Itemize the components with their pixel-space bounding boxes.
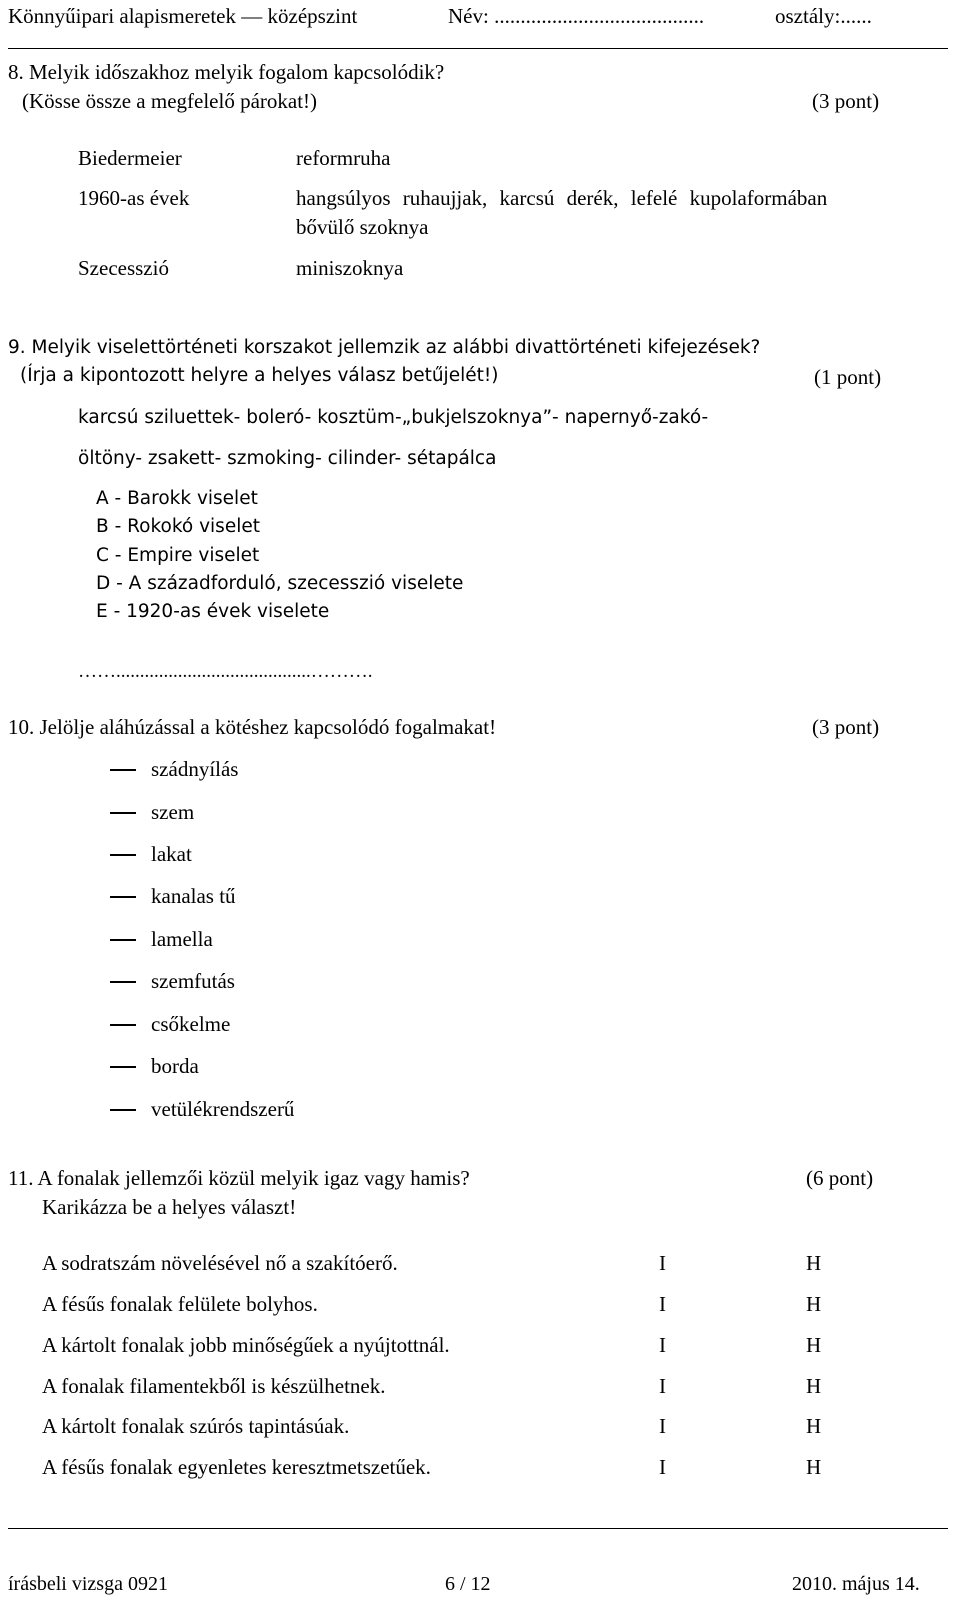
q9-option-e: E - 1920-as évek viselete <box>96 601 330 622</box>
header-rule <box>8 48 948 49</box>
q9-option-c: C - Empire viselet <box>96 545 260 566</box>
dash-bullet-icon <box>110 1024 136 1026</box>
q10-item[interactable]: kanalas tű <box>151 884 236 908</box>
q9-instruction: (Írja a kipontozott helyre a helyes válasz betűjelét!) <box>20 365 499 386</box>
q10-item[interactable]: vetülékrendszerű <box>151 1097 295 1121</box>
q10-item[interactable]: lamella <box>151 927 213 951</box>
dash-bullet-icon <box>110 939 136 941</box>
q11-statement: A sodratszám növelésével nő a szakítóerő. <box>42 1251 398 1275</box>
q9-terms-line2: öltöny- zsakett- szmoking- cilinder- sétapálca <box>78 448 497 469</box>
q11-true-option[interactable]: I <box>659 1414 666 1438</box>
q11-true-option[interactable]: I <box>659 1251 666 1275</box>
q8-title: 8. Melyik időszakhoz melyik fogalom kapcsolódik? <box>8 60 445 84</box>
q11-statement: A fonalak filamentekből is készülhetnek. <box>42 1374 386 1398</box>
q9-answer-field[interactable]: …….........................................………. <box>78 661 373 682</box>
q11-points: (6 pont) <box>806 1166 874 1190</box>
q11-statement: A kártolt fonalak szúrós tapintásúak. <box>42 1414 350 1438</box>
q8-right-item: reformruha <box>296 146 391 170</box>
q9-option-d: D - A századforduló, szecesszió viselete <box>96 573 464 594</box>
q11-true-option[interactable]: I <box>659 1374 666 1398</box>
q10-item[interactable]: lakat <box>151 842 192 866</box>
q11-statement: A fésűs fonalak felülete bolyhos. <box>42 1292 318 1316</box>
q8-points: (3 pont) <box>812 89 880 113</box>
q10-item[interactable]: csőkelme <box>151 1012 231 1036</box>
header-class-field: osztály:...... <box>775 4 872 28</box>
q9-option-b: B - Rokokó viselet <box>96 516 260 537</box>
dash-bullet-icon <box>110 1109 136 1111</box>
footer-page-number: 6 / 12 <box>445 1573 491 1595</box>
q11-instruction: Karikázza be a helyes választ! <box>42 1195 297 1219</box>
q11-false-option[interactable]: H <box>806 1455 822 1479</box>
dash-bullet-icon <box>110 981 136 983</box>
q11-true-option[interactable]: I <box>659 1455 666 1479</box>
q8-left-item: Biedermeier <box>78 146 182 170</box>
q8-right-item: hangsúlyos ruhaujjak, karcsú derék, lefelé kupolaformában <box>296 186 828 210</box>
q8-right-item: miniszoknya <box>296 256 404 280</box>
q10-item[interactable]: szem <box>151 800 195 824</box>
q9-points: (1 pont) <box>814 365 882 389</box>
dash-bullet-icon <box>110 769 136 771</box>
dash-bullet-icon <box>110 1066 136 1068</box>
q10-title: 10. Jelölje aláhúzással a kötéshez kapcsolódó fogalmakat! <box>8 715 497 739</box>
footer-exam-label: írásbeli vizsga 0921 <box>8 1573 168 1595</box>
q8-right-item: bővülő szoknya <box>296 215 429 239</box>
footer-rule <box>8 1528 948 1529</box>
header-name-field: Név: ........................................ <box>448 4 705 28</box>
q10-points: (3 pont) <box>812 715 880 739</box>
dash-bullet-icon <box>110 896 136 898</box>
q11-true-option[interactable]: I <box>659 1292 666 1316</box>
q11-title: 11. A fonalak jellemzői közül melyik igaz vagy hamis? <box>8 1166 470 1190</box>
header-title: Könnyűipari alapismeretek — középszint <box>8 4 358 28</box>
q11-false-option[interactable]: H <box>806 1414 822 1438</box>
dash-bullet-icon <box>110 854 136 856</box>
q11-false-option[interactable]: H <box>806 1374 822 1398</box>
q10-item[interactable]: szádnyílás <box>151 757 239 781</box>
q11-false-option[interactable]: H <box>806 1292 822 1316</box>
q11-true-option[interactable]: I <box>659 1333 666 1357</box>
q10-item[interactable]: borda <box>151 1054 199 1078</box>
dash-bullet-icon <box>110 812 136 814</box>
q9-option-a: A - Barokk viselet <box>96 488 258 509</box>
q11-false-option[interactable]: H <box>806 1251 822 1275</box>
q11-false-option[interactable]: H <box>806 1333 822 1357</box>
q8-instruction: (Kösse össze a megfelelő párokat!) <box>22 89 318 113</box>
q11-statement: A fésűs fonalak egyenletes keresztmetszetűek. <box>42 1455 431 1479</box>
q9-terms-line1: karcsú sziluettek- boleró- kosztüm-„bukjelszoknya”- napernyő-zakó- <box>78 407 709 428</box>
q8-left-item: Szecesszió <box>78 256 169 280</box>
q11-statement: A kártolt fonalak jobb minőségűek a nyújtottnál. <box>42 1333 450 1357</box>
q9-title: 9. Melyik viselettörténeti korszakot jellemzik az alábbi divattörténeti kifejezések? <box>8 337 761 358</box>
q8-left-item: 1960-as évek <box>78 186 190 210</box>
q10-item[interactable]: szemfutás <box>151 969 235 993</box>
footer-date: 2010. május 14. <box>792 1573 920 1595</box>
